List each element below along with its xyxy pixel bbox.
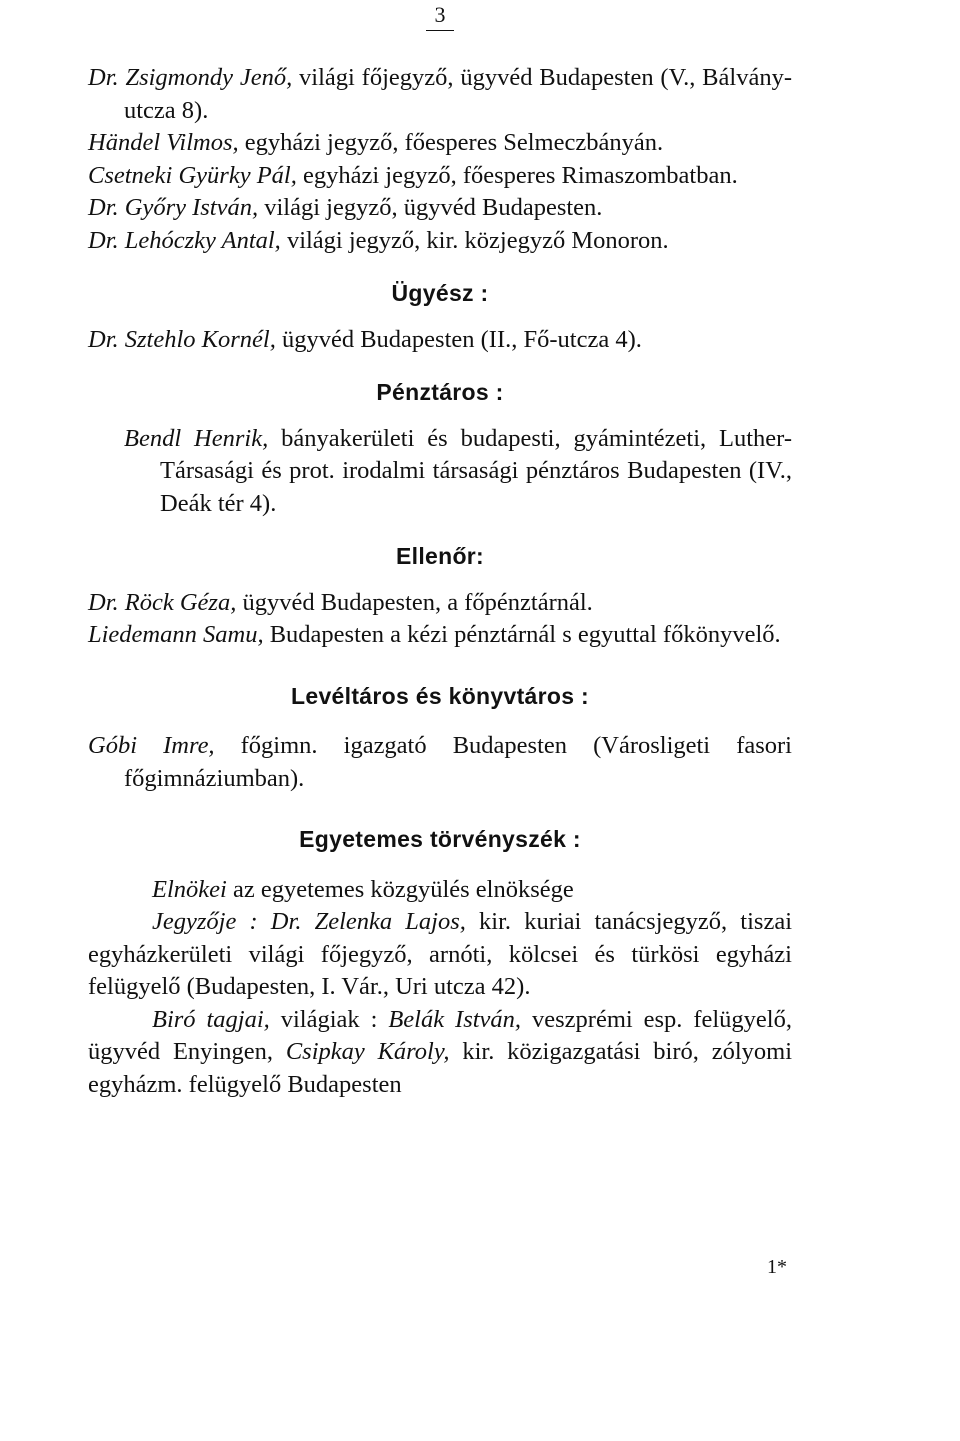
torvenyszek-elnokei bbox=[88, 874, 792, 907]
biro-name-1: Belák István, bbox=[388, 1005, 522, 1033]
jegyzoje-name: Dr. Zelenka Lajos, bbox=[257, 908, 466, 935]
penztaros-entry bbox=[88, 423, 792, 521]
officer-details: világi jegyző, kir. közjegyző Monoron. bbox=[280, 226, 669, 254]
officer-details: bányakerületi és budapesti, gyámintézeti, Luther-Társasági és prot. irodalmi társasági pénztáros Budapesten (IV., Deák tér 4). bbox=[160, 424, 792, 517]
biro-mid: világiak : bbox=[269, 1005, 389, 1033]
page-body bbox=[88, 62, 792, 1101]
officer-details: főgimn. igazgató Budapesten (Városligeti fasori főgimnáziumban). bbox=[124, 732, 792, 792]
biro-text-1: veszprémi esp. felügyelő, ügyvéd Enyingen, bbox=[88, 1005, 792, 1065]
jegyzoje-text: kir. kuriai tanácsjegyző, tiszai egyházkerületi világi főjegyző, arnóti, kölcsei és türkösi egyházi felügyelő (Budapesten, I. Vár., Uri utcza 42). bbox=[88, 908, 792, 1000]
officer-name: Händel Vilmos, bbox=[88, 129, 239, 156]
leveltaros-entry bbox=[88, 730, 792, 795]
officer-name: Csetneki Gyürky Pál, bbox=[88, 161, 297, 189]
officer-name: Liedemann Samu, bbox=[88, 621, 264, 648]
officer-details: egyházi jegyző, főesperes Selmeczbányán. bbox=[238, 129, 664, 156]
elnokei-text: az egyetemes közgyülés elnöksége bbox=[226, 875, 574, 903]
officer-entry-2 bbox=[88, 127, 792, 160]
officer-name: Dr. Röck Géza, bbox=[88, 588, 237, 616]
officer-entry-3 bbox=[88, 160, 792, 193]
ellenor-entry-2 bbox=[88, 619, 792, 652]
officer-details: ügyvéd Budapesten (II., Fő-utcza 4). bbox=[275, 325, 642, 353]
section-heading-leveltaros: Levéltáros és könyvtáros : bbox=[291, 682, 589, 709]
officer-name: Bendl Henrik, bbox=[124, 424, 269, 452]
elnokei-label: Elnökei bbox=[152, 875, 227, 903]
section-heading-ugyesz: Ügyész : bbox=[391, 280, 489, 306]
page-number: 3 bbox=[426, 2, 454, 31]
officer-entry-4 bbox=[88, 192, 792, 225]
biro-label: Biró tagjai, bbox=[152, 1005, 270, 1033]
officer-name: Dr. Győry István, bbox=[88, 194, 259, 221]
officer-details: egyházi jegyző, főesperes Rimaszombatban. bbox=[296, 161, 738, 189]
officer-name: Góbi Imre, bbox=[88, 732, 215, 759]
officer-entry-5 bbox=[88, 225, 792, 258]
torvenyszek-biro-tagjai bbox=[88, 1004, 792, 1102]
officer-entry-1 bbox=[88, 62, 792, 127]
officer-details: Budapesten a kézi pénztárnál s egyuttal főkönyvelő. bbox=[263, 621, 781, 648]
officer-details: világi főjegyző, ügyvéd Budapesten (V., Bálvány-utcza 8). bbox=[124, 64, 792, 124]
jegyzoje-label: Jegyzője : bbox=[152, 908, 258, 935]
ellenor-entry-1 bbox=[88, 587, 792, 620]
section-heading-torvenyszek: Egyetemes törvényszék : bbox=[299, 826, 581, 852]
officer-details: világi jegyző, ügyvéd Budapesten. bbox=[258, 194, 603, 221]
ugyesz-entry bbox=[88, 324, 792, 357]
officer-details: ügyvéd Budapesten, a főpénztárnál. bbox=[236, 588, 593, 616]
section-heading-penztaros: Pénztáros : bbox=[376, 379, 504, 405]
officer-name: Dr. Zsigmondy Jenő, bbox=[88, 64, 293, 91]
section-heading-ellenor: Ellenőr: bbox=[395, 543, 485, 569]
signature-mark: 1* bbox=[767, 1256, 787, 1278]
officer-name: Dr. Sztehlo Kornél, bbox=[88, 325, 276, 353]
torvenyszek-jegyzoje bbox=[88, 906, 792, 1004]
biro-name-2: Csipkay Károly, bbox=[285, 1038, 450, 1065]
biro-text-2: kir. közigazgatási biró, zólyomi egyházm. felügyelő Budapesten bbox=[88, 1038, 793, 1098]
officer-name: Dr. Lehóczky Antal, bbox=[88, 226, 281, 254]
